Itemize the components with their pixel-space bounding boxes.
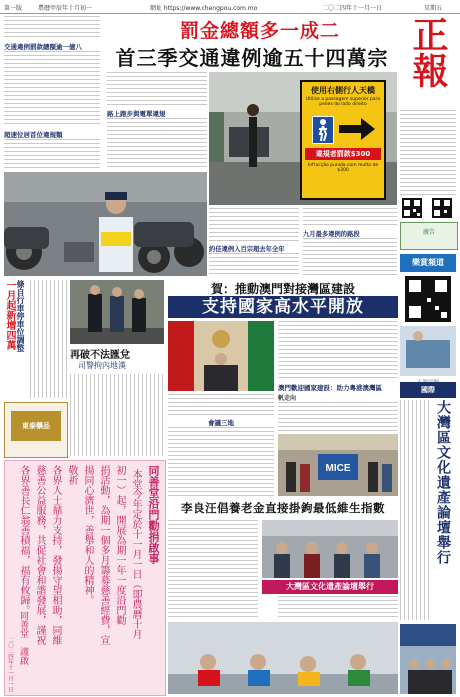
forum-photo	[400, 624, 456, 694]
charity-notice	[4, 460, 166, 696]
notice-line-2: 初一）起，開展為期一年一度沿門勸	[114, 465, 125, 625]
fine-amount-pt: Infracção punida com multa de $300	[307, 163, 379, 173]
notice-line-6: 各界人士鼎力支持，發揚守望相助，同維	[50, 465, 61, 645]
fine-amount: 違規者罰款$300	[305, 148, 381, 160]
lead-body-text	[4, 51, 100, 127]
pedestrian-icon	[312, 116, 334, 144]
arrest-subhead: 司警拘內地漢	[78, 361, 126, 370]
lead-body-text	[303, 208, 397, 226]
notice-line-4: 揚同心濟世，善舉和人的精神。	[82, 465, 93, 605]
website-link[interactable]: 網址 https://www.chengpou.com.mo	[150, 5, 258, 12]
footbridge-sign	[300, 80, 386, 200]
mid-body-text	[168, 394, 274, 416]
arrest-headline: 再破不法匯兌	[70, 350, 130, 361]
lead-body-text	[4, 139, 100, 169]
notice-line-1: 本堂今年定於十一月一日（即農曆十月	[130, 469, 141, 639]
lead-body-text	[303, 238, 397, 276]
section-label: 國際	[400, 382, 456, 398]
weekday: 星期五	[424, 5, 443, 12]
qr-code-2[interactable]	[432, 198, 452, 218]
arrest-body-text	[70, 374, 164, 456]
left-vertical-headline: 一月起新增四萬	[4, 280, 15, 350]
arrow-right-icon	[337, 116, 377, 142]
mid-body-text	[278, 321, 398, 381]
date: 二〇二四年十一月一日	[322, 5, 383, 12]
mid-kicker: 賀：推動澳門對接灣區建設	[210, 282, 355, 296]
vertical-story-headline: 大灣區文化遺產論壇舉行	[435, 400, 451, 565]
lead-body-text	[107, 72, 207, 107]
lead-left-subhead: 交通違例罰款總額逾一億八	[4, 43, 82, 51]
notice-line-5: 敬祈	[66, 465, 77, 485]
lead-headline: 首三季交通違例逾五十四萬宗	[115, 46, 389, 70]
lead-body-text	[209, 208, 299, 244]
bottom-banner: 大灣區文化遺產論壇舉行	[262, 580, 398, 594]
svg-text:MICE: MICE	[325, 463, 351, 474]
page-number: 第一版	[4, 5, 23, 12]
sign-text-pt: Utilize a passagem superior para peões do lado direito	[305, 97, 381, 107]
lead-right-subhead: 九月最多違例的路段	[303, 231, 360, 238]
notice-title: 同善堂沿門勸捐啟事	[147, 465, 160, 564]
kids-event-photo	[168, 622, 398, 694]
vertical-story-text	[400, 400, 430, 620]
notice-date: 二〇二四年十一月一日	[7, 637, 13, 692]
lunar-date: 農曆甲辰年十月初一	[38, 5, 93, 12]
notice-line-3: 捐活動，為期一個多月籌募慈善經費，宣	[98, 465, 109, 645]
mid-body-text	[278, 402, 398, 432]
police-arrest-photo	[70, 280, 164, 344]
lead-mid-subhead-2: 約佳違例入百宗超去年全年	[209, 246, 285, 253]
masthead-logo: 正報	[407, 16, 449, 88]
lead-body-text	[209, 253, 299, 276]
mid-body-text	[168, 427, 274, 497]
lead-mid-subhead: 路上跑步與電單違規	[107, 110, 166, 118]
elderly-meeting-photo	[262, 520, 398, 578]
lead-body-text	[4, 16, 100, 40]
bottom-headline: 李良汪倡養老金直接掛鉤最低維生指數	[181, 501, 385, 515]
ad-box: 廣告	[400, 222, 458, 250]
lead-body-text	[107, 118, 207, 170]
mid-headline: 支持國家高水平開放	[168, 296, 398, 318]
bottom-body-text	[168, 580, 258, 620]
medicine-ad: 東泰藥品	[4, 402, 68, 458]
mid-caption: 會議三地	[208, 419, 234, 427]
expo-photo	[278, 434, 398, 496]
left-vertical-subhead: 條自行車停車位調整	[16, 280, 25, 352]
bottom-body-text	[168, 520, 258, 578]
notice-line-8: 各界善長仁翁善積福，福有攸歸。	[18, 465, 29, 615]
lead-kicker: 罰金總額多一成二	[179, 20, 340, 42]
mid-right-subhead-2: 帆走向	[278, 395, 297, 402]
press-conference-photo	[168, 321, 274, 391]
masthead-info-text	[400, 110, 456, 198]
lead-left-subhead-2: 超速位居首位違規類	[4, 131, 63, 139]
bottom-body-text	[278, 596, 398, 620]
qr-code-3[interactable]	[405, 276, 451, 322]
qr-code-1[interactable]	[402, 198, 422, 218]
channel-tag: 樂賞頻道	[400, 254, 456, 272]
notice-line-7: 慈善公益服務，共促社會和諧發展，謹祝	[34, 465, 45, 645]
sign-text-cn: 使用右側行人天橋	[311, 86, 375, 95]
left-col-text	[30, 280, 68, 398]
mid-right-subhead: 澳門歡迎國家建設：助力粵港澳灣區	[278, 384, 382, 392]
notice-signature: 同善堂 謹啟	[18, 611, 28, 665]
police-motorcycles-photo	[4, 172, 207, 276]
page-header	[0, 0, 460, 14]
ad-photo	[400, 326, 456, 376]
